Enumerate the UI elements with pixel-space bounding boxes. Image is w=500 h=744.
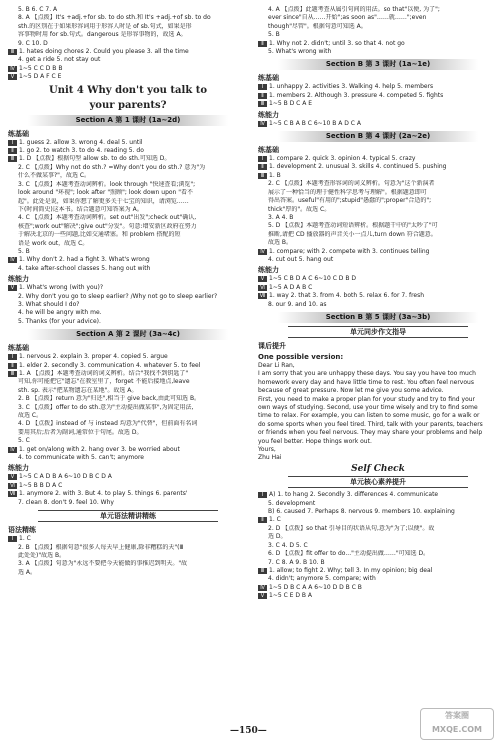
answer-text: 1. get on/along with 2. hang over 3. be worried about [19, 445, 180, 453]
question-number-badge: Ⅲ [8, 371, 17, 377]
ability-heading-1: 练能力 [8, 275, 29, 284]
answer-text: 5. Thanks (for your advice). [18, 317, 101, 325]
answer-line [8, 378, 248, 386]
answer-text: B) 6. caused 7. Perhaps 8. nervous 9. members 10. explaining [268, 508, 455, 516]
section-2-answers [8, 353, 248, 462]
answer-line [258, 40, 498, 48]
answer-line [258, 92, 498, 100]
answer-line [8, 284, 248, 292]
answer-line [258, 533, 498, 541]
answer-line [258, 567, 498, 575]
answer-text: 1~5 C C D B B [19, 64, 63, 72]
answer-line [258, 525, 498, 533]
answer-text: 5. B [268, 31, 280, 39]
self-check-band: 单元核心素养提升 [288, 476, 468, 488]
answer-text: 要用其后;后者为副词,通常位于句尾。故选 D。 [18, 428, 143, 436]
answer-line [8, 155, 248, 163]
answer-line [8, 48, 248, 56]
answer-line [8, 248, 248, 256]
answer-line [8, 172, 248, 180]
answer-line [8, 370, 248, 378]
answer-text: 展示了一种恰当的理于健性科学思考与理解"。根据题意即可 [268, 188, 427, 196]
answer-text: A) 1. to hang 2. Secondly 3. differences 4. communicate [269, 491, 439, 499]
answer-text: 1. unhappy 2. activities 3. Walking 4. help 5. members [269, 83, 434, 91]
grammar-answers [8, 535, 248, 577]
answer-line [258, 197, 498, 205]
answer-text: 5. D 【点拨】本题考查动词短语辨析。根据题干中的"太吵了"可 [268, 222, 438, 230]
answer-line [258, 231, 498, 239]
answer-line [8, 490, 248, 498]
answer-line [8, 6, 248, 14]
answer-text: 2. C 【点拨】本题考查形容词的词义辨析。句意为"这个新演者 [268, 180, 435, 188]
question-number-badge: Ⅴ [8, 74, 17, 80]
answer-text: 语是 work out，故选 C。 [18, 239, 89, 247]
answer-text: 7. clean 8. don't 9. feel 10. Why [18, 498, 114, 506]
answer-text: 1. guess 2. allow 3. wrong 4. deal 5. until [19, 138, 143, 146]
left-top-answers [8, 6, 248, 82]
answer-text: 1. Why don't 2. had a fight 3. What's wrong [19, 256, 150, 264]
ability-heading-4: 练能力 [258, 266, 279, 275]
answer-line [258, 256, 498, 264]
answer-line [258, 155, 498, 163]
answer-text: 2. D 【点拨】so that 引导目的状语从句,意为"为了;以便"。故 [268, 524, 435, 532]
answer-text: 9. C 10. D [18, 39, 48, 47]
answer-text: 8. A 【点拨】It's +adj.+for sb. to do sth.和 It's +adj.+of sb. to do [18, 14, 211, 22]
answer-line [8, 473, 248, 481]
answer-line [258, 491, 498, 499]
answer-line [258, 292, 498, 300]
answer-text: 1. compare 2. quick 3. opinion 4. typical 5. crazy [269, 155, 416, 163]
section-4-ability-answers [258, 275, 498, 309]
section-1-answers [8, 139, 248, 274]
answer-text: 4. cut out 5. hang out [268, 255, 334, 263]
answer-text: 4. D 【点拨】instead of 与 instead 均意为"代替"，但前面有名词 [18, 420, 198, 428]
answer-line [258, 31, 498, 39]
answer-line [8, 14, 248, 22]
answer-line [8, 73, 248, 81]
question-number-badge: Ⅱ [258, 164, 267, 170]
answer-text: 5. B 6. C 7. A [18, 6, 58, 13]
answer-text: 1~5 C B A B C 6~10 B A D C A [269, 119, 361, 127]
ability-heading-3: 练能力 [258, 110, 279, 119]
answer-line [8, 569, 248, 577]
answer-line [258, 48, 498, 56]
answer-line [8, 544, 248, 552]
right-top-answers [258, 6, 498, 56]
section-3-ability-answers [258, 120, 498, 128]
section-header-2: Section A 第 2 课时 (3a~4c) [28, 329, 228, 340]
answer-text: 3. A 4. B [268, 213, 294, 221]
answer-text: 2. C 【点拨】Why not do sth.? =Why don't you do sth.? 意为"为 [18, 163, 206, 171]
answer-text: 1. elder 2. secondly 3. communication 4. whatever 5. to feel [19, 361, 201, 369]
answer-line [8, 395, 248, 403]
question-number-badge: Ⅳ [258, 121, 267, 127]
answer-text: 4. get a ride 5. not stay out [18, 56, 101, 64]
question-number-badge: Ⅳ [8, 257, 17, 263]
question-number-badge: Ⅱ [258, 41, 267, 47]
answer-text: 起"。此处是说，如果你想了解更多关于七宝的知识，请浏览…… [18, 197, 189, 205]
answer-line [8, 214, 248, 222]
answer-line [8, 181, 248, 189]
answer-line [8, 56, 248, 64]
answer-text: 1~5 A D A B C [269, 283, 313, 291]
answer-line [258, 23, 498, 31]
grammar-band: 单元语法精讲精练 [38, 510, 218, 522]
answer-text: 5. What's wrong with [268, 48, 332, 56]
answer-text: 1~5 C A D B A 6~10 D B C D A [19, 473, 112, 481]
answer-text: 得出答案。useful"有用的";stupid"愚蠢的";proper"合适的"; [268, 197, 432, 205]
question-number-badge: Ⅲ [258, 101, 267, 107]
question-number-badge: Ⅱ [258, 517, 267, 523]
question-number-badge: Ⅴ [258, 276, 267, 282]
answer-text: 2. B 【点拨】根据句意"很多人每天早上健康,除非糟糕的天"(Ⅲ [18, 543, 184, 551]
answer-line [8, 31, 248, 39]
answer-line [8, 198, 248, 206]
answer-line [8, 362, 248, 370]
answer-text: 5. C [18, 437, 30, 445]
answer-text: 1. A 【点拨】本题考查动词的词义辨析。结合"我找不到钥匙了" [19, 370, 189, 377]
answer-text: 3. C 【点拨】offer to do sth.意为"主动提出做某事",为固定用法, [18, 403, 194, 411]
answer-text: 核查";work out"解决";give out"分发"。句意:增安新区政府在努力 [18, 222, 197, 230]
answer-text: sth. sp. 表示"把某物遗忘在某地"。故选 A。 [18, 386, 138, 394]
answer-line [8, 353, 248, 361]
writing-guide-band: 单元同步作文指导 [288, 326, 468, 338]
answer-line [258, 550, 498, 558]
answer-line [8, 23, 248, 31]
essay-line: I am sorry that you are unhappy these days. You say you have too much [258, 370, 476, 378]
section-header-1: Section A 第 1 课时 (1a~2d) [28, 115, 228, 126]
self-check-answers [258, 491, 498, 600]
answer-text: 1~5 C B D A C 6~10 C D B D [269, 275, 356, 283]
answer-text: 1. nervous 2. explain 3. proper 4. copied 5. argue [19, 353, 168, 361]
answer-text: 3. C 【点拨】本题考查动词辨析。look through "快速查看;浏览"; [18, 180, 196, 188]
essay-line: because of great pressure. Now let me give you some advice. [258, 387, 444, 395]
answer-line [8, 420, 248, 428]
answer-line [258, 214, 498, 222]
answer-text: though"尽管"。根据句意可知选 A。 [268, 22, 367, 30]
answer-line [8, 535, 248, 543]
answer-line [258, 284, 498, 292]
answer-line [8, 387, 248, 395]
answer-text: 1. allow; to fight 2. Why; tell 3. In my opinion; big deal [269, 566, 433, 574]
question-number-badge: Ⅰ [8, 536, 17, 542]
question-number-badge: Ⅱ [8, 148, 17, 154]
essay-line: First, you need to make a proper plan for your study and try to find your [258, 395, 476, 403]
answer-line [258, 189, 498, 197]
question-number-badge: Ⅲ [258, 568, 267, 574]
essay-line: do some sports when you feel tired. Third, talk with your parents, teachers [258, 420, 483, 428]
question-number-badge: Ⅲ [8, 156, 17, 162]
answer-text: 1. members 2. Although 3. pressure 4. competed 5. fights [269, 91, 444, 99]
question-number-badge: Ⅶ [9, 491, 16, 498]
answer-line [258, 275, 498, 283]
section-header-3: Section B 第 3 课时 (1a~1e) [278, 59, 478, 70]
answer-line [258, 508, 498, 516]
answer-text: 故选 B。 [268, 239, 293, 247]
answer-line [258, 301, 498, 309]
answer-text: 1. Why not 2. didn't; until 3. so that 4. not go [269, 39, 405, 47]
essay-line: Zhu Hai [258, 454, 282, 462]
grammar-heading: 语法精练 [8, 526, 36, 535]
answer-text: 1~5 C E D B A [269, 592, 313, 600]
answer-line [8, 223, 248, 231]
answer-line [258, 516, 498, 524]
answer-text: thick"厚的"。故选 C。 [268, 205, 331, 213]
essay-line: own ways of studying. Second, use your time wisely and try to find some [258, 404, 478, 411]
essay-line: time to relax. For example, you can listen to some music, go for a walk or [258, 412, 480, 420]
question-number-badge: Ⅰ [8, 354, 17, 360]
basics-heading-3: 练基础 [258, 74, 279, 83]
answer-line [8, 482, 248, 490]
answer-line [8, 454, 248, 462]
answer-text: 下(时间简史)这本书。结合题意可知答案为 A。 [18, 205, 143, 213]
answer-text: 3. C 4. D 5. C [268, 541, 308, 549]
answer-line [258, 14, 498, 22]
answer-text: 1. way 2. that 3. from 4. both 5. relax 6. for 7. fresh [269, 292, 425, 300]
answer-text: 此处处)"故选 B。 [18, 551, 66, 559]
answer-line [8, 309, 248, 317]
answer-text: 2. Why don't you go to sleep earlier? /Why not go to sleep earlier? [18, 292, 218, 300]
basics-heading-2: 练基础 [8, 344, 29, 353]
answer-line [8, 429, 248, 437]
answer-text: 1. anymore 2. with 3. But 4. to play 5. things 6. parents' [19, 490, 188, 498]
answer-text: 3. A 【点拨】句意为"永远不要把今天能做的事推迟到明天。"故 [18, 560, 188, 568]
answer-line [258, 222, 498, 230]
answer-text: 1~5 D B C A A 6~10 D D B C B [269, 583, 362, 591]
model-essay [258, 362, 498, 463]
answer-text: 1. go 2. to watch 3. to do 4. reading 5. do [19, 147, 144, 155]
section-header-4: Section B 第 4 课时 (2a~2e) [278, 131, 478, 142]
answer-text: 选 A。 [18, 568, 37, 576]
essay-line: you feel better. Hope things work out. [258, 437, 372, 445]
section-1-ability-answers [8, 284, 248, 326]
answer-line [8, 164, 248, 172]
answer-line [8, 318, 248, 326]
answer-text: 1. D 【点拨】根据句型 allow sb. to do sth.可知选 D。 [19, 155, 171, 163]
question-number-badge: Ⅴ [258, 593, 267, 599]
answer-text: 1. C [19, 535, 31, 543]
question-number-badge: Ⅴ [8, 474, 17, 480]
answer-line [8, 65, 248, 73]
answer-line [258, 120, 498, 128]
answer-line [8, 301, 248, 309]
answer-line [258, 575, 498, 583]
answer-line [8, 231, 248, 239]
answer-text: sth.的区别在于如果形容词用于形容人时是 of sb.句式，如果是形 [18, 22, 192, 30]
section-2-ability-answers [8, 473, 248, 507]
answer-text: 1. compare; with 2. compete with 3. continues telling [269, 247, 430, 255]
answer-text: 1. What's wrong (with you)? [19, 284, 104, 292]
answer-text: 7. C 8. A 9. B 10. B [268, 558, 325, 566]
question-number-badge: Ⅰ [258, 492, 267, 498]
question-number-badge: Ⅵ [8, 483, 17, 489]
section-4-answers [258, 155, 498, 264]
answer-line [258, 83, 498, 91]
answer-text: look around "环视"; look after "照顾"; look down upon "看不 [18, 189, 194, 197]
question-number-badge: Ⅱ [258, 93, 267, 99]
basics-heading-1: 练基础 [8, 129, 29, 138]
question-number-badge: Ⅳ [258, 585, 267, 591]
answer-line [8, 256, 248, 264]
answer-line [8, 240, 248, 248]
answer-line [8, 412, 248, 420]
answer-text: 2. B 【点拨】return 意为"归还",相当于 give back,由此可知选 B。 [18, 395, 201, 403]
question-number-badge: Ⅳ [8, 447, 17, 453]
answer-text: 容事物时用 for sb.句式。dangerous 是形容事物的，故选 A。 [18, 31, 187, 39]
answer-line [8, 139, 248, 147]
answer-text: 推断,请把 CD 播放器的声音关小一点儿,turn down 符合题意。 [268, 230, 437, 238]
section-header-5: Section B 第 5 课时 (3a~3b) [278, 312, 478, 323]
answer-text: 1. development 2. unusual 3. skills 4. continued 5. pushing [269, 163, 447, 171]
answer-text: 1. B [269, 171, 281, 179]
answer-text: 1~5 B D C A E [269, 100, 313, 108]
answer-text: 故选 C。 [18, 412, 43, 420]
page-number: —150— [230, 726, 267, 736]
ability-heading-2: 练能力 [8, 464, 29, 473]
answer-line [8, 147, 248, 155]
answer-line [258, 100, 498, 108]
answer-text: 1. C [269, 516, 281, 524]
question-number-badge: Ⅱ [8, 363, 17, 369]
answer-text: 于解决北京的一些问题,比如交通堵塞。和 problem 搭配的短 [18, 231, 181, 239]
answer-line [8, 560, 248, 568]
question-number-badge: Ⅲ [8, 49, 17, 55]
answer-line [258, 206, 498, 214]
question-number-badge: Ⅰ [8, 140, 17, 146]
section-3-answers [258, 83, 498, 108]
answer-line [258, 239, 498, 247]
answer-line [8, 552, 248, 560]
question-number-badge: Ⅴ [8, 285, 17, 291]
right-column [258, 6, 498, 601]
answer-line [258, 559, 498, 567]
unit-title-line-1: Unit 4 Why don't you talk to [48, 84, 208, 96]
answer-line [258, 6, 498, 14]
question-number-badge: Ⅰ [258, 156, 267, 162]
answer-text: 4. take after-school classes 5. hang out with [18, 264, 151, 272]
answer-text: 4. didn't; anymore 5. compare; with [268, 575, 376, 583]
answer-line [258, 163, 498, 171]
answer-text: 1~5 D A F C E [19, 73, 62, 81]
answer-text: 4. A 【点拨】此题考查从属引句间的用法。so that"以便, 为了"; [268, 6, 440, 13]
answer-line [258, 248, 498, 256]
answer-line [258, 180, 498, 188]
question-number-badge: Ⅳ [258, 249, 267, 255]
answer-line [258, 542, 498, 550]
question-number-badge: Ⅰ [258, 84, 267, 90]
self-check-title: Self Check [351, 463, 405, 474]
answer-text: 6. D 【点拨】fit offer to do..."主动提出做……"可知选 D。 [268, 550, 430, 558]
answer-text: 4. he will be angry with me. [18, 309, 102, 317]
answer-text: 可知,你可能把它"遗忘"在教室里了，forget 不能后接地点,leave [18, 378, 190, 386]
answer-line [258, 584, 498, 592]
answer-line [8, 404, 248, 412]
question-number-badge: Ⅶ [259, 293, 266, 300]
essay-line: or friends when you feel nervous. They may share your problems and help [258, 429, 483, 437]
answer-line [258, 172, 498, 180]
answer-text: 1~5 B B D A C [19, 481, 63, 489]
answer-text: 什么不做某事?"，故选 C。 [18, 172, 91, 180]
answer-line [258, 592, 498, 600]
answer-text: 1. hates doing chores 2. Could you please 3. all the time [19, 48, 189, 56]
answer-text: 4. to communicate with 5. can't; anymore [18, 454, 144, 462]
essay-heading: One possible version: [258, 352, 344, 361]
answer-line [8, 40, 248, 48]
answer-text: 4. C 【点拨】本题考查动词辨析。set out"出发";check out"确认, [18, 214, 197, 222]
answer-line [258, 500, 498, 508]
answer-text: 选 D。 [268, 533, 287, 541]
answer-line [8, 446, 248, 454]
question-number-badge: Ⅳ [8, 66, 17, 72]
answer-text: 3. What should I do? [18, 300, 80, 308]
answer-text: 8. our 9. and 10. as [268, 300, 327, 308]
answer-text: 5. B [18, 247, 30, 255]
answer-text: ever since"自从……开始";as soon as"……就……";even [268, 14, 427, 22]
essay-line: Yours, [258, 446, 276, 454]
answer-line [8, 189, 248, 197]
answer-line [8, 437, 248, 445]
unit-title-line-2: your parents? [89, 99, 167, 111]
answer-line [8, 499, 248, 507]
question-number-badge: Ⅲ [258, 173, 267, 179]
question-number-badge: Ⅵ [258, 285, 267, 291]
essay-line: Dear Li Ran, [258, 361, 295, 369]
essay-line: homework every day and have little time to rest. You often feel nervous [258, 378, 474, 386]
answer-line [8, 265, 248, 273]
answer-text: 5. development [268, 499, 316, 507]
watermark-logo: 答案圈 MXQE.COM [420, 708, 494, 740]
answer-line [8, 293, 248, 301]
basics-heading-4: 练基础 [258, 146, 279, 155]
answer-line [8, 206, 248, 214]
left-column [8, 6, 248, 577]
after-class-heading: 课后提升 [258, 341, 286, 350]
